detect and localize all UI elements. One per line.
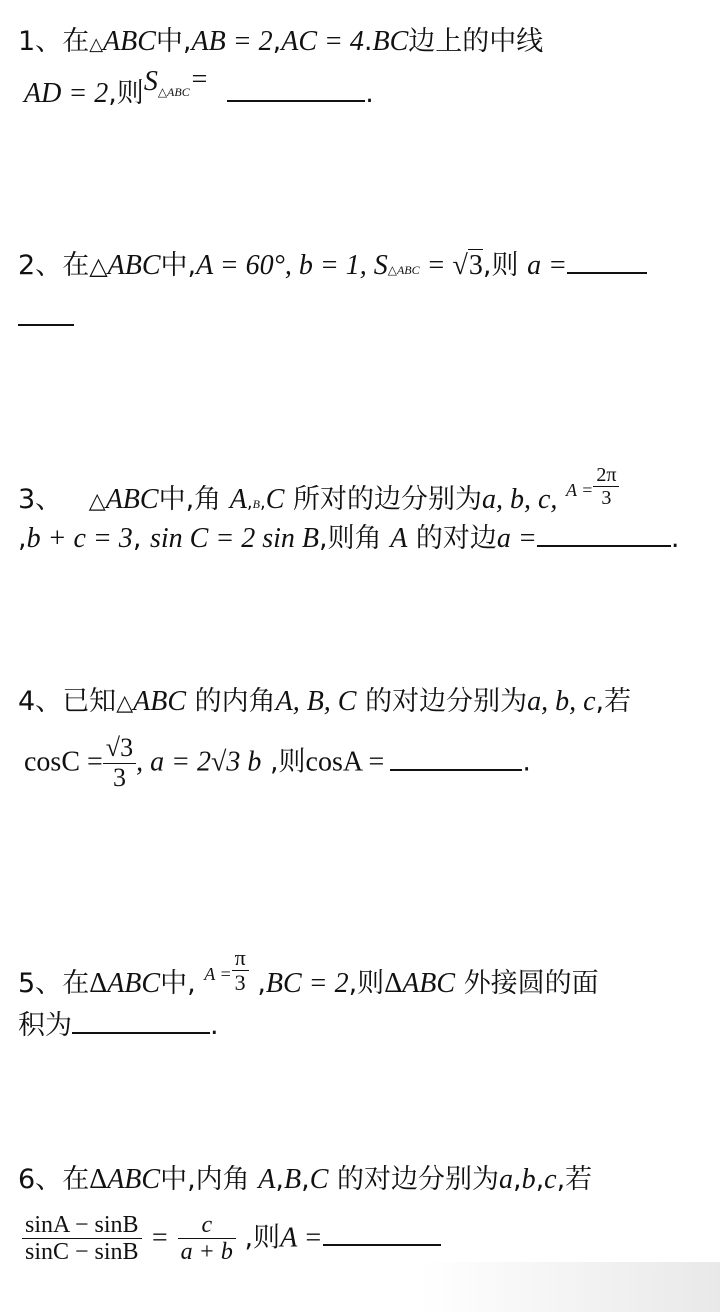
math-abc: ABC [107, 250, 161, 281]
math-a-eq: A = [566, 480, 594, 500]
math-a-angle: A [390, 523, 408, 554]
math-eq: = [419, 250, 453, 281]
problem-number: 1、 [18, 26, 63, 57]
math-a-eq: A = [280, 1222, 323, 1254]
answer-blank-continued[interactable] [18, 322, 74, 326]
text: 边上的中线 [408, 26, 544, 57]
math-abc: ABC [107, 1164, 161, 1195]
math-a-eq: A = [204, 964, 232, 985]
math-eq: = [189, 64, 209, 95]
fraction-denominator: 3 [112, 762, 126, 792]
text: ,若 [595, 686, 632, 717]
triangle-symbol: △ [116, 691, 134, 716]
text: ,则角 [319, 523, 382, 554]
comma: , [18, 523, 27, 554]
fraction-denominator: a + b [180, 1239, 233, 1266]
fraction-numerator: 2π [593, 464, 619, 487]
math-condition: , a = 2√3 b [136, 746, 262, 778]
problem-1-line-1 [18, 28, 543, 56]
math-b: b [521, 1164, 536, 1195]
text: 中, [160, 968, 196, 1000]
math-subscript: △ABC [387, 263, 420, 277]
problem-2-line-1 [18, 252, 647, 280]
fraction-denominator: 3 [234, 970, 246, 996]
answer-blank[interactable] [72, 1030, 210, 1034]
math-a: a [498, 1164, 513, 1195]
fraction-numerator: √3 [103, 734, 136, 764]
text: ,则 [269, 746, 306, 778]
triangle-symbol: △ [88, 489, 106, 514]
math-bc: BC [372, 26, 409, 57]
math-c-angle: C [265, 484, 285, 515]
fraction-pi-3 [232, 946, 249, 995]
comma: , [512, 1164, 522, 1195]
text: 中, [155, 26, 192, 57]
math-ad: AD = 2 [24, 78, 109, 109]
triangle-symbol: △ [89, 252, 108, 280]
problem-6-line-2 [22, 1212, 441, 1266]
comma: , [246, 492, 253, 513]
text: 中,角 [158, 484, 222, 515]
fraction-denominator: sinC − sinB [25, 1239, 139, 1266]
comma: , [272, 26, 282, 57]
text: 的对边 [415, 523, 497, 554]
text: 的内角 [194, 686, 276, 717]
math-abc: ABC [103, 26, 156, 57]
math-a-angle: A [258, 1164, 276, 1195]
text: 所对的边分别为 [292, 484, 482, 515]
answer-blank[interactable] [323, 1242, 441, 1246]
fraction-numerator: c [178, 1212, 236, 1239]
fraction-numerator: π [232, 946, 249, 971]
problem-5-line-2 [18, 1012, 219, 1039]
math-abc: ABC [133, 686, 186, 717]
math-c: c [544, 1164, 557, 1195]
bottom-right-shadow [420, 1262, 720, 1312]
fraction-denominator: 3 [601, 487, 612, 509]
problem-4-line-2 [24, 734, 531, 792]
text: 的对边分别为 [336, 1164, 499, 1195]
answer-blank[interactable] [537, 543, 671, 547]
math-angles: A, B, C [275, 686, 357, 717]
period: . [363, 26, 373, 57]
math-sides: a, b, c [527, 686, 596, 717]
problem-number: 3、 [18, 484, 63, 515]
comma: , [257, 968, 266, 1000]
text: 积为 [18, 1010, 72, 1041]
comma: , [535, 1164, 545, 1195]
fraction-2pi-3 [593, 464, 619, 509]
text: 中, [160, 250, 197, 281]
math-b-angle: B [283, 1164, 302, 1195]
math-abc: ABC [105, 484, 159, 515]
text: ,若 [556, 1164, 593, 1195]
answer-blank[interactable] [567, 270, 647, 274]
math-cos-a: cosA = [305, 746, 385, 778]
math-eq: = [150, 1222, 170, 1254]
math-s: S [143, 66, 158, 97]
math-c-angle: C [309, 1164, 329, 1195]
math-cos-c: cosC = [24, 746, 103, 778]
fraction-c-ratio [178, 1212, 236, 1266]
text: 在 [62, 26, 90, 57]
math-ab: AB = 2 [191, 26, 273, 57]
math-subscript: △ABC [157, 85, 190, 99]
comma: , [275, 1164, 284, 1195]
problem-2-line-2 [18, 304, 74, 331]
sqrt-symbol: √ [452, 250, 468, 281]
math-a-angle: A [229, 484, 247, 515]
text: 外接圆的面 [463, 968, 599, 1000]
text: ,则 [244, 1222, 281, 1254]
text: 中,内角 [160, 1164, 250, 1195]
period: . [365, 78, 374, 109]
text: ,则 [348, 968, 385, 1000]
text: 在 [62, 968, 90, 1000]
math-sides: a, b, c, [481, 484, 558, 515]
text: ,则 [108, 78, 144, 109]
comma: , [132, 523, 142, 554]
text: 在 [62, 250, 90, 281]
math-a: a = [527, 250, 568, 281]
sqrt-radicand: 3 [468, 250, 483, 281]
fraction-sqrt3-3 [103, 734, 136, 792]
answer-blank[interactable] [390, 767, 522, 771]
problem-4-line-1 [18, 688, 631, 716]
period: . [522, 746, 531, 778]
math-a: a = [496, 523, 537, 554]
math-b-angle: B [252, 497, 260, 511]
problem-number: 2、 [18, 250, 63, 281]
math-condition: A = 60°, b = 1, S [196, 250, 388, 281]
problem-number: 5、 [18, 968, 63, 1000]
problem-number: 4、 [18, 686, 63, 717]
math-abc: ABC [107, 968, 161, 1000]
triangle-symbol: Δ [384, 968, 403, 1000]
triangle-symbol: △ [89, 34, 104, 55]
problem-3-line-2 [18, 525, 679, 553]
period: . [670, 523, 680, 554]
period: . [210, 1010, 219, 1041]
math-ac: AC = 4 [281, 26, 364, 57]
fraction-sin-ratio [22, 1212, 142, 1266]
problem-1-line-2 [24, 64, 374, 109]
comma: , [301, 1164, 310, 1195]
math-condition-1: b + c = 3 [26, 523, 133, 554]
math-abc: ABC [402, 968, 456, 1000]
fraction-numerator: sinA − sinB [22, 1212, 142, 1239]
text: 的对边分别为 [365, 686, 528, 717]
triangle-symbol: Δ [89, 1164, 108, 1195]
problem-5-line-1 [18, 945, 599, 1009]
problem-number: 6、 [18, 1164, 63, 1195]
text: 在 [62, 1164, 90, 1195]
problem-6-line-1 [18, 1166, 592, 1194]
math-condition-2: sin C = 2 sin B [150, 523, 320, 554]
math-bc: BC = 2 [265, 968, 349, 1000]
text: ,则 [482, 250, 519, 281]
triangle-symbol: Δ [89, 968, 108, 1000]
text: 已知 [62, 686, 117, 717]
comma: , [259, 492, 266, 513]
answer-blank[interactable] [227, 98, 365, 102]
